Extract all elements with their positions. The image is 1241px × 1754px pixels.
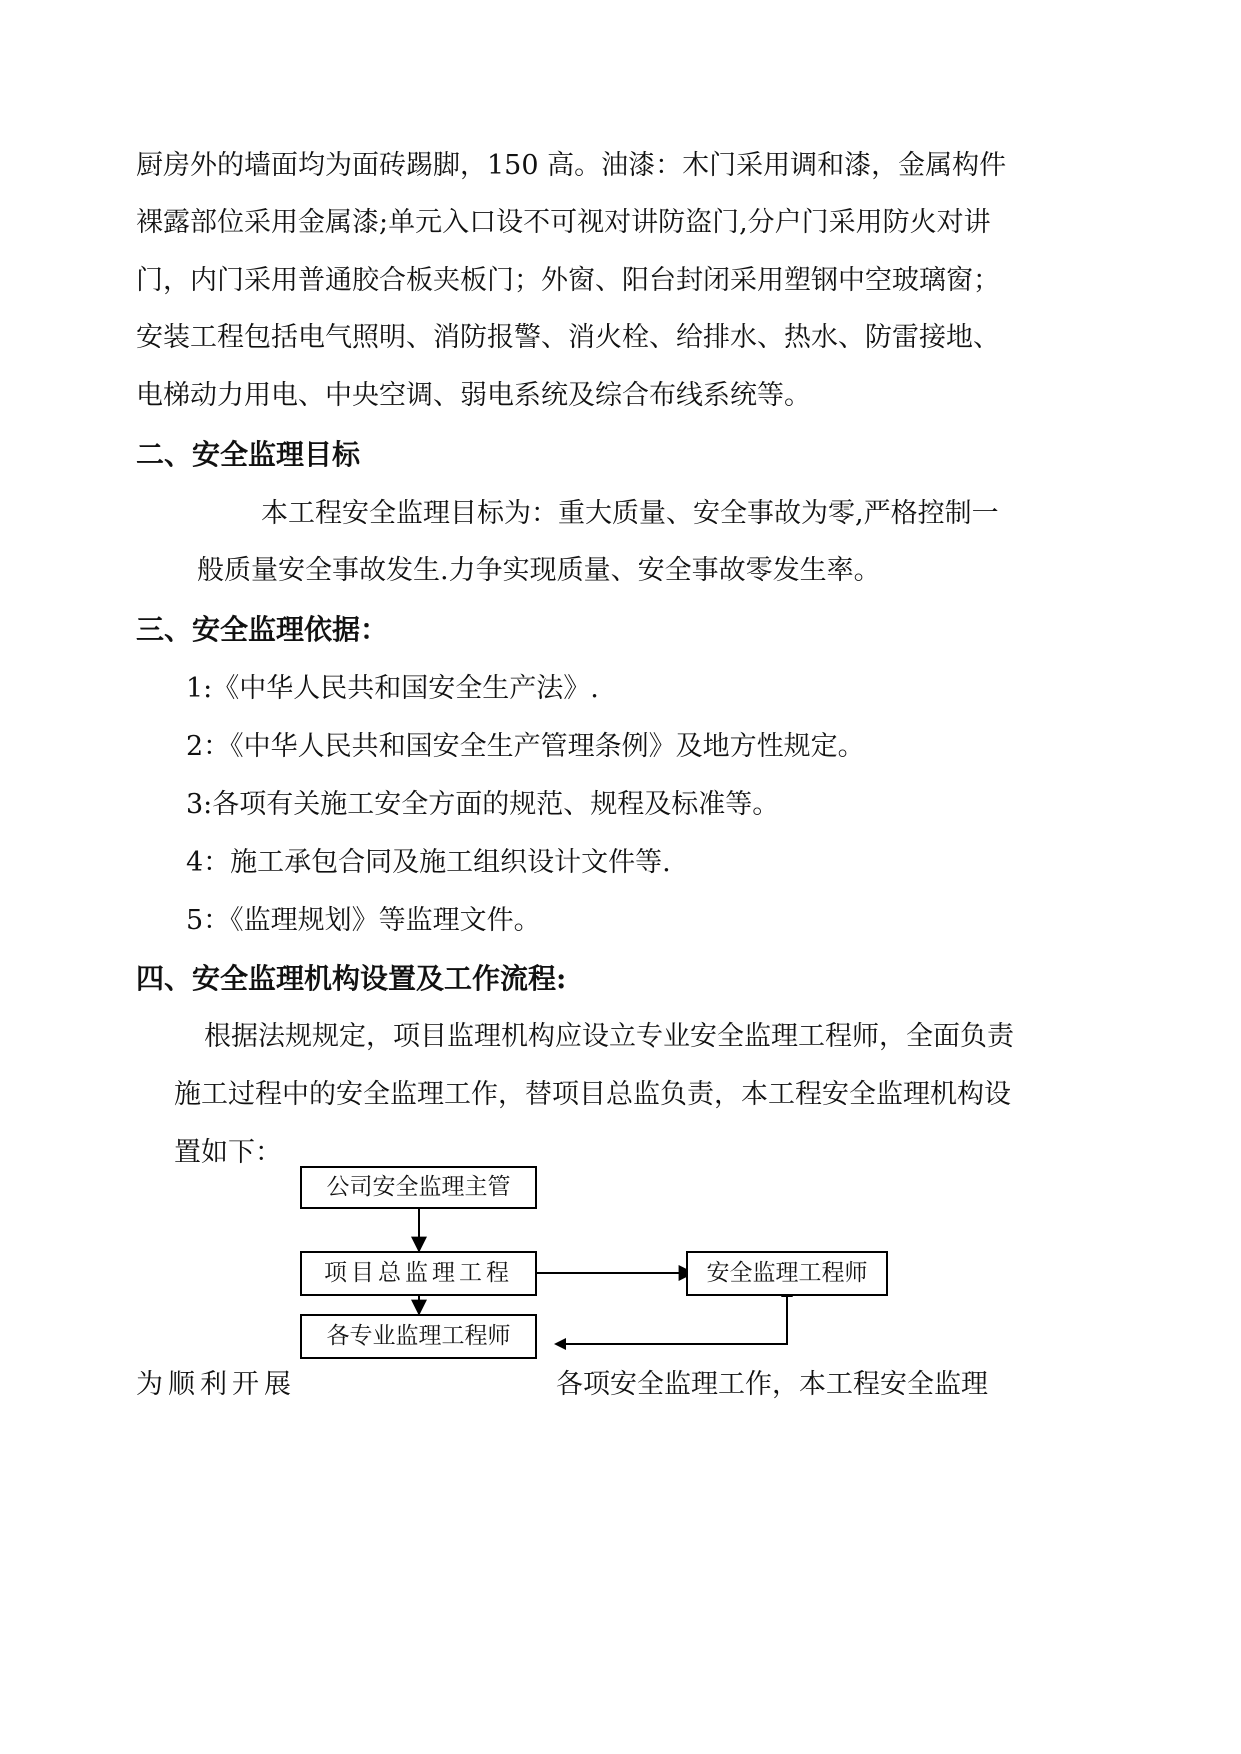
paragraph-line-2: 裸露部位采用金属漆;单元入口设不可视对讲防盗门,分户门采用防火对讲 (136, 207, 991, 238)
last-line-left: 为顺利开展 (136, 1369, 296, 1400)
basis-item-1: 1:《中华人民共和国安全生产法》. (186, 673, 599, 704)
org-line-3: 置如下： (174, 1137, 282, 1168)
box-project-chief-engineer: 项目总监理工程 (300, 1251, 537, 1296)
basis-item-2: 2：《中华人民共和国安全生产管理条例》及地方性规定。 (186, 731, 865, 762)
basis-item-4: 4：施工承包合同及施工组织设计文件等. (186, 847, 671, 878)
section-heading-basis: 三、安全监理依据： (136, 613, 389, 646)
connector-specialty-safety (557, 1289, 787, 1344)
goals-line-2: 般质量安全事故发生.力争实现质量、安全事故零发生率。 (197, 555, 881, 586)
org-line-2: 施工过程中的安全监理工作，替项目总监负责，本工程安全监理机构设 (174, 1079, 1011, 1110)
goals-line-1: 本工程安全监理目标为：重大质量、安全事故为零,严格控制一 (261, 498, 999, 529)
org-line-1: 根据法规规定，项目监理机构应设立专业安全监理工程师，全面负责 (204, 1021, 1014, 1052)
paragraph-line-5: 电梯动力用电、中央空调、弱电系统及综合布线系统等。 (136, 380, 811, 411)
last-line-right: 各项安全监理工作，本工程安全监理 (556, 1369, 988, 1400)
paragraph-line-1: 厨房外的墙面均为面砖踢脚，150 高。油漆：木门采用调和漆，金属构件 (136, 150, 1007, 181)
box-safety-supervision-engineer: 安全监理工程师 (686, 1251, 888, 1296)
paragraph-line-4: 安装工程包括电气照明、消防报警、消火栓、给排水、热水、防雷接地、 (136, 322, 1000, 353)
box-company-safety-supervisor: 公司安全监理主管 (300, 1166, 537, 1209)
section-heading-organization: 四、安全监理机构设置及工作流程: (136, 962, 567, 995)
basis-item-3: 3:各项有关施工安全方面的规范、规程及标准等。 (186, 789, 780, 820)
basis-item-5: 5：《监理规划》等监理文件。 (186, 905, 541, 936)
arrow-head-specialty-left (554, 1338, 566, 1350)
box-specialty-engineers: 各专业监理工程师 (300, 1314, 537, 1359)
section-heading-goals: 二、安全监理目标 (136, 438, 361, 471)
paragraph-line-3: 门，内门采用普通胶合板夹板门；外窗、阳台封闭采用塑钢中空玻璃窗； (136, 265, 1000, 296)
